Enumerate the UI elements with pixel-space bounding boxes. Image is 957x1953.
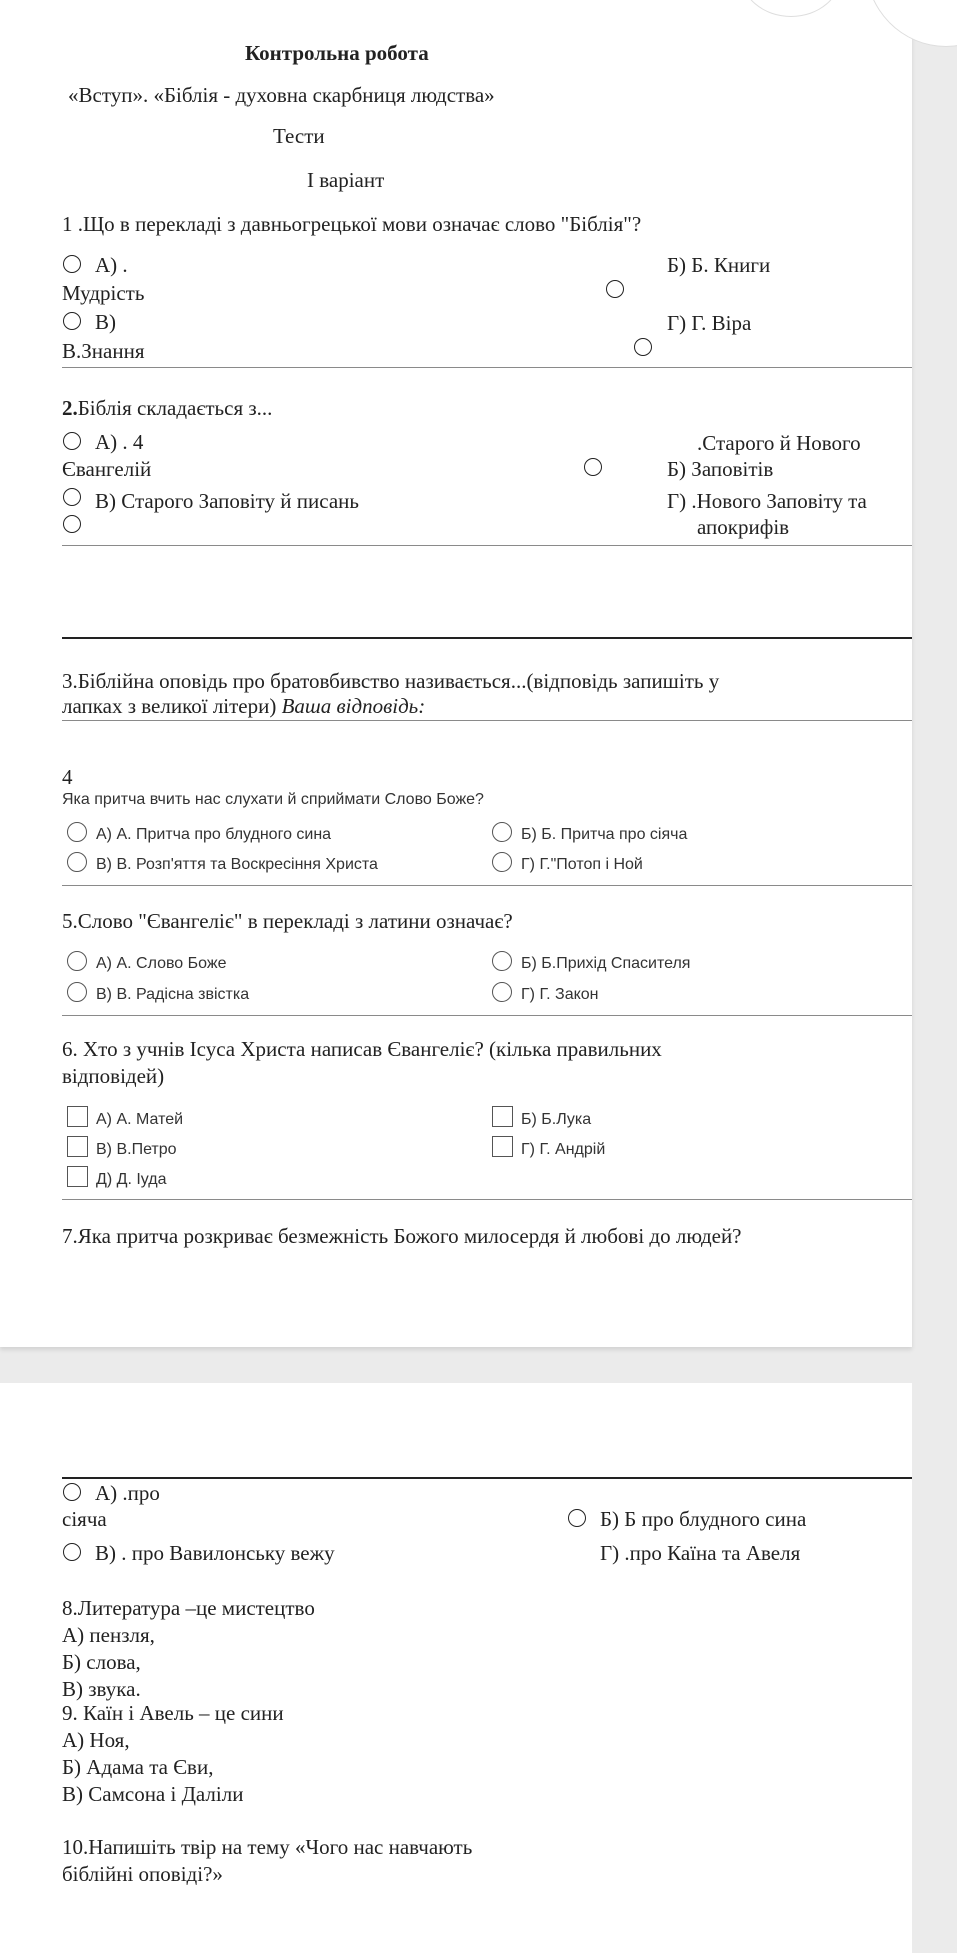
q7-option-a: А) .про: [95, 1481, 160, 1505]
q1-radio-b[interactable]: [606, 280, 624, 298]
q8-option-v: В) звука.: [62, 1677, 141, 1701]
q1-option-v: В): [95, 310, 116, 334]
q8-question: 8.Литература –це мистецтво: [62, 1596, 315, 1620]
q6-checkbox-v[interactable]: [67, 1136, 88, 1157]
q4-number: 4: [62, 765, 73, 789]
q4-radio-a[interactable]: [67, 822, 87, 842]
q4-option-v: В) В. Розп'яття та Воскресіння Христа: [96, 856, 378, 873]
q2-option-v: В) Старого Заповіту й писань: [95, 489, 359, 513]
q7-option-b: Б) Б про блудного сина: [600, 1507, 807, 1531]
q4-option-g: Г) Г."Потоп і Ной: [521, 856, 643, 873]
section-title: Тести: [273, 124, 325, 148]
q3-question-text: лапках з великої літери): [62, 694, 277, 718]
q2-radio-v[interactable]: [63, 488, 81, 506]
q7-radio-a[interactable]: [63, 1483, 81, 1501]
q7-radio-v[interactable]: [63, 1543, 81, 1561]
q3-answer-prompt: Ваша відповідь:: [281, 694, 426, 718]
divider-thick: [62, 1477, 912, 1479]
q6-question-cont: відповідей): [62, 1064, 165, 1088]
q5-radio-b[interactable]: [492, 951, 512, 971]
page-title: Контрольна робота: [245, 41, 429, 65]
q2-radio-a[interactable]: [63, 432, 81, 450]
q1-radio-a[interactable]: [63, 255, 81, 273]
q7-option-v: В) . про Вавилонську вежу: [95, 1541, 335, 1565]
q9-option-a: А) Ноя,: [62, 1728, 130, 1752]
q5-option-v: В) В. Радісна звістка: [96, 986, 250, 1003]
q9-option-b: Б) Адама та Єви,: [62, 1755, 214, 1779]
q6-checkbox-a[interactable]: [67, 1106, 88, 1127]
test-page-2: [0, 1383, 912, 1953]
q7-option-g: Г) .про Каїна та Авеля: [600, 1541, 801, 1565]
q4-radio-g[interactable]: [492, 852, 512, 872]
q8-option-a: А) пензля,: [62, 1623, 155, 1647]
q1-option-g: Г) Г. Віра: [667, 311, 752, 335]
q10-question-cont: біблійні оповіді?»: [62, 1862, 223, 1886]
q6-checkbox-d[interactable]: [67, 1166, 88, 1187]
q5-radio-a[interactable]: [67, 951, 87, 971]
q1-option-v-text: В.Знання: [62, 339, 145, 363]
q6-option-d: Д) Д. Іуда: [96, 1171, 167, 1188]
divider: [62, 885, 912, 886]
q6-option-a: А) А. Матей: [96, 1111, 184, 1128]
q5-option-b: Б) Б.Прихід Спасителя: [521, 955, 691, 972]
q5-option-g: Г) Г. Закон: [521, 986, 599, 1003]
q5-question: 5.Слово "Євангеліє" в перекладі з латини означає?: [62, 909, 513, 933]
q9-question: 9. Каїн і Авель – це сини: [62, 1701, 284, 1725]
q2-option-a: А) . 4: [95, 430, 144, 454]
q4-option-b: Б) Б. Притча про сіяча: [521, 826, 688, 843]
divider: [62, 1015, 912, 1016]
q6-question: 6. Хто з учнів Ісуса Христа написав Євангеліє? (кілька правильних: [62, 1037, 662, 1061]
q2-number: 2.: [62, 396, 78, 420]
q9-option-v: В) Самсона і Даліли: [62, 1782, 244, 1806]
q5-option-a: А) А. Слово Боже: [96, 955, 227, 972]
q1-option-a-text: Мудрість: [62, 281, 145, 305]
q2-radio-g[interactable]: [63, 515, 81, 533]
q7-question: 7.Яка притча розкриває безмежність Божого милосердя й любові до людей?: [62, 1224, 742, 1248]
q1-radio-g[interactable]: [634, 338, 652, 356]
q3-question: 3.Біблійна оповідь про братовбивство називається...(відповідь запишіть у: [62, 669, 720, 693]
page-corner-decoration: [740, 0, 842, 17]
divider: [62, 1199, 912, 1200]
q3-answer-line[interactable]: [62, 720, 912, 721]
q2-option-b-text: .Старого й Нового: [697, 431, 861, 455]
q2-option-g: Г) .Нового Заповіту та: [667, 489, 867, 513]
q6-checkbox-b[interactable]: [492, 1106, 513, 1127]
q5-radio-v[interactable]: [67, 982, 87, 1002]
q6-option-b: Б) Б.Лука: [521, 1111, 592, 1128]
q10-question: 10.Напишіть твір на тему «Чого нас навчають: [62, 1835, 473, 1859]
divider-thick: [62, 637, 912, 639]
q1-option-b: Б) Б. Книги: [667, 253, 771, 277]
q2-question-text: Біблія складається з...: [77, 396, 273, 420]
q5-radio-g[interactable]: [492, 982, 512, 1002]
q1-question: 1 .Що в перекладі з давньогрецької мови означає слово "Біблія"?: [62, 212, 642, 236]
q2-option-b: Б) Заповітів: [667, 457, 774, 481]
page-subtitle: «Вступ». «Біблія - духовна скарбниця людства»: [68, 83, 495, 107]
q2-question: [62, 395, 272, 421]
q3-question-cont: [62, 693, 425, 719]
q2-radio-b[interactable]: [584, 458, 602, 476]
divider: [62, 545, 912, 546]
q2-option-g-text: апокрифів: [697, 515, 790, 539]
q7-radio-b[interactable]: [568, 1509, 586, 1527]
q6-option-v: В) В.Петро: [96, 1141, 177, 1158]
q6-checkbox-g[interactable]: [492, 1136, 513, 1157]
q4-radio-b[interactable]: [492, 822, 512, 842]
q4-question: Яка притча вчить нас слухати й сприймати Слово Боже?: [62, 791, 484, 808]
q8-option-b: Б) слова,: [62, 1650, 141, 1674]
divider: [62, 367, 912, 368]
q4-option-a: А) А. Притча про блудного сина: [96, 826, 332, 843]
q7-option-a-text: сіяча: [62, 1507, 107, 1531]
q2-option-a-text: Євангелій: [62, 457, 152, 481]
q1-option-a: А) .: [95, 253, 128, 277]
page-corner-decoration: [865, 0, 957, 47]
q1-radio-v[interactable]: [63, 312, 81, 330]
variant-label: І варіант: [307, 168, 385, 192]
q6-option-g: Г) Г. Андрій: [521, 1141, 606, 1158]
q4-radio-v[interactable]: [67, 852, 87, 872]
